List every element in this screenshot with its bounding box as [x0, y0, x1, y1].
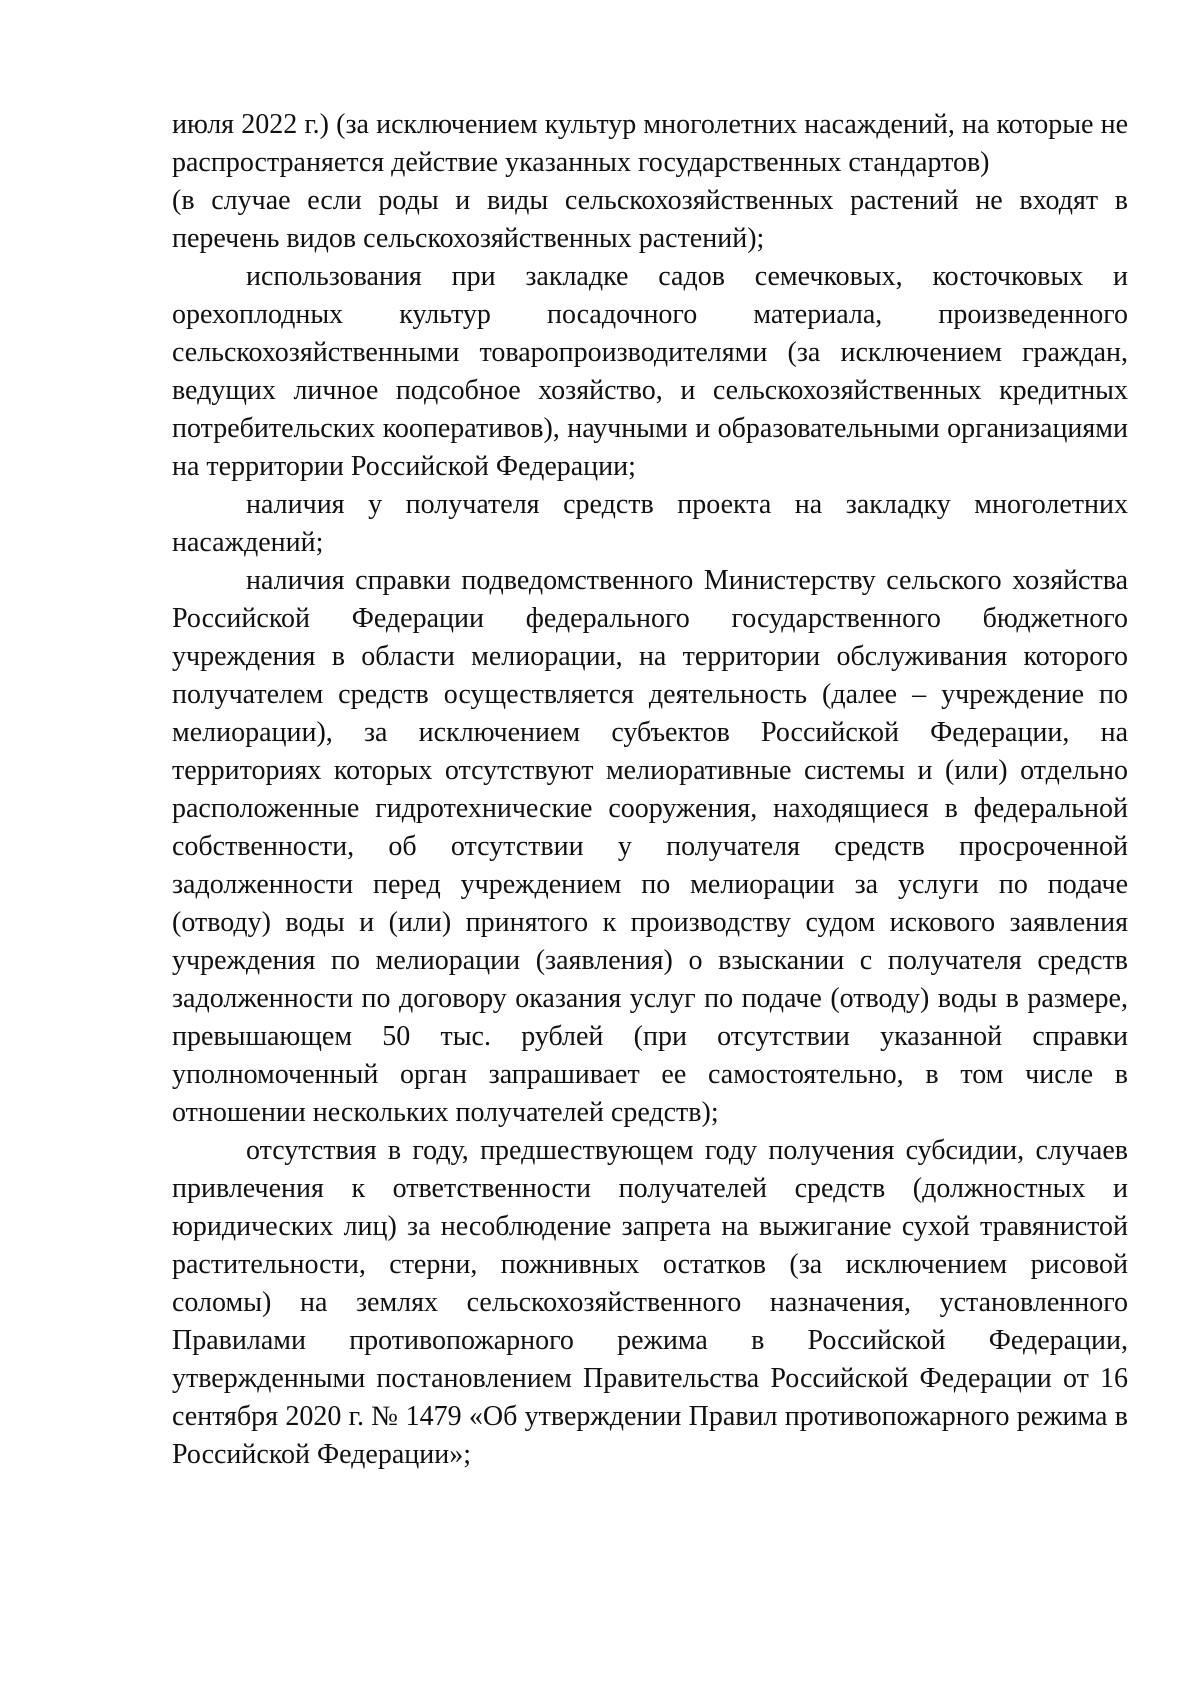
paragraph-melioration-certificate: наличия справки подведомственного Министерству сельского хозяйства Российской Федерации федерального государственного бюджетного учреждения в области мелиорации, на территории обслуживания которого получателем средств осуществляется деятельность (далее – учреждение по мелиорации), за исключением субъектов Российской Федерации, на территориях которых отсутствуют мелиоративные системы и (или) отдельно расположенные гидротехнические сооружения, находящиеся в федеральной собственности, об отсутствии у получателя средств просроченной задолженности перед учреждением по мелиорации за услуги по подаче (отводу) воды и (или) принятого к производству судом искового заявления учреждения по мелиорации (заявления) о взыскании с получателя средств задолженности по договору оказания услуг по подаче (отводу) воды в размере, превышающем 50 тыс. рублей (при отсутствии указанной справки уполномоченный орган запрашивает ее самостоятельно, в том числе в отношении нескольких получателей средств); — [172, 565, 1128, 1128]
paragraph-note: (в случае если роды и виды сельскохозяйственных растений не входят в перечень видов сельскохозяйственных растений); — [172, 185, 1128, 254]
paragraph-planting-material: использования при закладке садов семечковых, косточковых и орехоплодных культур посадочного материала, произведенного сельскохозяйственными товаропроизводителями (за исключением граждан, ведущих личное подсобное хозяйство, и сельскохозяйственных кредитных потребительских кооперативов), научными и образовательными организациями на территории Российской Федерации; — [172, 261, 1128, 482]
document-body — [172, 106, 1128, 1474]
paragraph-continuation: июля 2022 г.) (за исключением культур многолетних насаждений, на которые не распространяется действие указанных государственных стандартов) — [172, 109, 1128, 178]
paragraph-fire-safety: отсутствия в году, предшествующем году получения субсидии, случаев привлечения к ответственности получателей средств (должностных и юридических лиц) за несоблюдение запрета на выжигание сухой травянистой растительности, стерни, пожнивных остатков (за исключением рисовой соломы) на землях сельскохозяйственного назначения, установленного Правилами противопожарного режима в Российской Федерации, утвержденными постановлением Правительства Российской Федерации от 16 сентября 2020 г. № 1479 «Об утверждении Правил противопожарного режима в Российской Федерации»; — [172, 1135, 1128, 1470]
paragraph-project: наличия у получателя средств проекта на закладку многолетних насаждений; — [172, 489, 1128, 558]
